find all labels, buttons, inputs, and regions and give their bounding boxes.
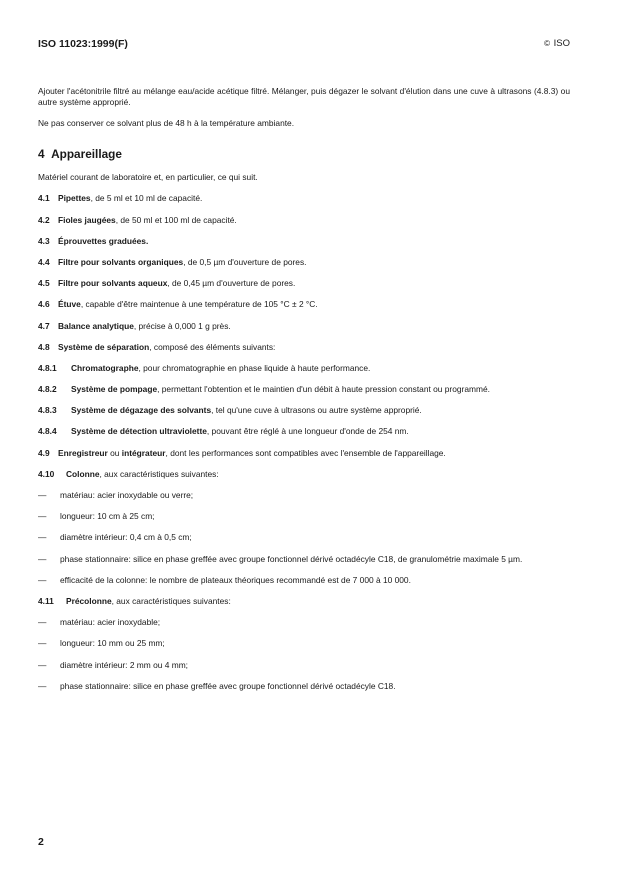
- dash-marker: —: [38, 680, 47, 691]
- colonne-list-item: [38, 575, 570, 586]
- list-item-text: diamètre intérieur: 0,4 cm à 0,5 cm;: [60, 532, 192, 543]
- precolonne-list-item: [38, 638, 570, 649]
- precolonne-list-item: [38, 660, 570, 671]
- list-item-text: longueur: 10 mm ou 25 mm;: [60, 638, 165, 649]
- document-id: ISO 11023:1999(F): [38, 38, 128, 50]
- item-text: ou: [107, 447, 122, 458]
- copyright-symbol: ©: [544, 39, 550, 48]
- item-term: Enregistreur: [58, 447, 108, 458]
- colonne-list-item: [38, 511, 570, 522]
- colonne-list-item: [38, 490, 570, 501]
- item-4-7: [38, 321, 570, 332]
- item-4-4: [38, 257, 570, 268]
- item-4-5: [38, 278, 570, 289]
- item-4-8: [38, 342, 570, 353]
- item-number: 4.1: [38, 193, 50, 204]
- item-4-10: [38, 469, 570, 480]
- intro-paragraph-1: Ajouter l'acétonitrile filtré au mélange eau/acide acétique filtré. Mélanger, puis dégazer le solvant d'élution dans une cuve à ultrasons (4.8.3) ou autre système approprié.: [38, 86, 570, 107]
- list-item-text: phase stationnaire: silice en phase greffée avec groupe fonctionnel dérivé octadécyle C18.: [60, 680, 396, 691]
- item-4-8-4: [38, 426, 570, 437]
- item-number: 4.10: [38, 468, 55, 479]
- item-4-9: [38, 448, 570, 459]
- section-title: Appareillage: [51, 147, 122, 162]
- item-term: Système de séparation: [58, 341, 150, 352]
- item-4-11: [38, 596, 570, 607]
- list-item-text: matériau: acier inoxydable ou verre;: [60, 490, 194, 500]
- item-text: , de 50 ml et 100 ml de capacité.: [115, 214, 237, 225]
- item-text: , pour chromatographie en phase liquide à haute performance.: [138, 362, 371, 373]
- item-4-8-3: [38, 405, 570, 416]
- dash-marker: —: [38, 532, 47, 543]
- list-item-text: matériau: acier inoxydable;: [60, 617, 161, 628]
- colonne-list-item: [38, 532, 570, 543]
- precolonne-list-item: [38, 617, 570, 628]
- intro-paragraph-2: Ne pas conserver ce solvant plus de 48 h à la température ambiante.: [38, 118, 295, 129]
- item-text: , de 0,5 µm d'ouverture de pores.: [183, 256, 307, 267]
- item-text: , capable d'être maintenue à une température de 105 °C ± 2 °C.: [80, 299, 318, 310]
- item-text: , permettant l'obtention et le maintien d'un débit à haute pression constant ou programmé.: [157, 384, 490, 395]
- item-number: 4.8.4: [38, 426, 57, 437]
- item-term: Chromatographe: [71, 362, 139, 373]
- item-number: 4.8: [38, 341, 50, 352]
- item-number: 4.2: [38, 214, 50, 225]
- section-heading: [38, 149, 570, 160]
- section-number: 4: [38, 147, 45, 162]
- list-item-text: efficacité de la colonne: le nombre de plateaux théoriques recommandé est de 7 000 à 10 000.: [60, 574, 411, 585]
- item-term: Précolonne: [66, 595, 112, 606]
- item-term: Balance analytique: [58, 320, 134, 331]
- copyright-notice: [544, 38, 570, 49]
- item-term: Système de pompage: [71, 384, 158, 395]
- item-number: 4.5: [38, 278, 50, 289]
- list-item-text: phase stationnaire: silice en phase greffée avec groupe fonctionnel dérivé octadécyle C18, de granulométrie maximale 5 µm.: [60, 553, 523, 564]
- item-number: 4.4: [38, 256, 50, 267]
- section-lead: Matériel courant de laboratoire et, en particulier, ce qui suit.: [38, 172, 258, 183]
- item-text: , tel qu'une cuve à ultrasons ou autre système approprié.: [211, 405, 422, 416]
- dash-marker: —: [38, 638, 47, 649]
- item-4-8-1: [38, 363, 570, 374]
- dash-marker: —: [38, 574, 47, 585]
- item-4-6: [38, 299, 570, 310]
- dash-marker: —: [38, 659, 47, 670]
- item-text: , aux caractéristiques suivantes:: [99, 468, 219, 479]
- item-term: Filtre pour solvants organiques: [58, 256, 184, 267]
- item-term-2: intégrateur: [121, 447, 166, 458]
- list-item-text: longueur: 10 cm à 25 cm;: [60, 511, 155, 522]
- item-text: , aux caractéristiques suivantes:: [111, 595, 231, 606]
- item-term: Étuve: [58, 299, 81, 310]
- page-body: [38, 86, 570, 702]
- item-number: 4.8.1: [38, 362, 57, 373]
- item-term: Filtre pour solvants aqueux: [58, 278, 168, 289]
- list-item-text: diamètre intérieur: 2 mm ou 4 mm;: [60, 659, 188, 670]
- item-term: Système de dégazage des solvants: [71, 405, 212, 416]
- item-number: 4.3: [38, 235, 50, 246]
- colonne-list-item: [38, 554, 570, 565]
- item-text: , dont les performances sont compatibles avec l'ensemble de l'appareillage.: [165, 447, 446, 458]
- item-term: Fioles jaugées: [58, 214, 116, 225]
- item-term: Système de détection ultraviolette: [71, 426, 207, 437]
- item-4-3: [38, 236, 570, 247]
- dash-marker: —: [38, 490, 47, 500]
- item-number: 4.11: [38, 595, 54, 606]
- item-number: 4.8.3: [38, 405, 57, 416]
- precolonne-list-item: [38, 681, 570, 692]
- item-term: Éprouvettes graduées.: [58, 235, 149, 246]
- dash-marker: —: [38, 617, 47, 628]
- item-term: Pipettes: [58, 193, 91, 204]
- item-text: , précise à 0,000 1 g près.: [133, 320, 231, 331]
- copyright-org: ISO: [553, 38, 570, 49]
- dash-marker: —: [38, 511, 47, 522]
- item-text: , composé des éléments suivants:: [149, 341, 276, 352]
- item-4-2: [38, 215, 570, 226]
- item-4-1: [38, 193, 570, 204]
- item-number: 4.8.2: [38, 384, 57, 395]
- item-number: 4.7: [38, 320, 50, 331]
- item-text: , de 0,45 µm d'ouverture de pores.: [167, 278, 296, 289]
- dash-marker: —: [38, 553, 47, 564]
- item-text: , de 5 ml et 10 ml de capacité.: [90, 193, 203, 204]
- item-text: , pouvant être réglé à une longueur d'onde de 254 nm.: [206, 426, 409, 437]
- page-number: 2: [38, 836, 44, 848]
- item-4-8-2: [38, 384, 570, 395]
- item-term: Colonne: [66, 468, 100, 479]
- item-number: 4.9: [38, 447, 50, 458]
- item-number: 4.6: [38, 299, 50, 310]
